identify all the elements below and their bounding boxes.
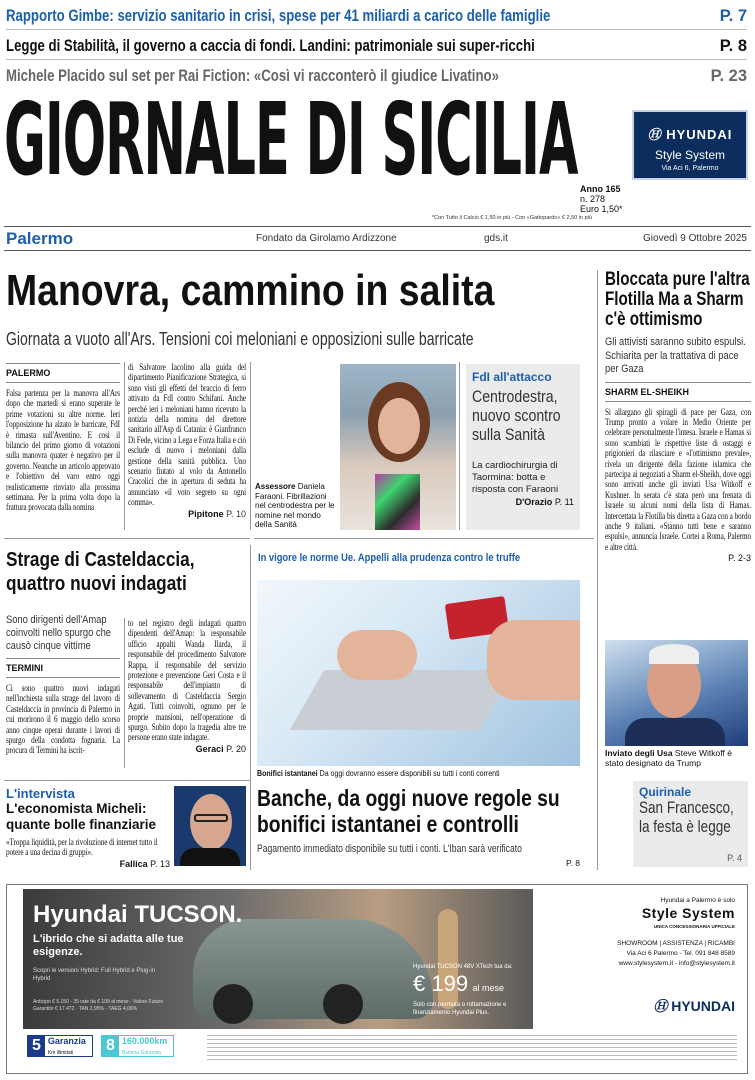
- article-text: di Salvatore Iacolino alla guida del dipartimento Pianificazione Strategica, si sono visti gli effetti del braccio di ferro attivato da FdI contro Schifani. Anche perché ieri i meloniani hanno ricevuto la notizia della nomina del direttore sanitario all'Asp di Catania: è Gianfranco Di Fede, vicino a Lega e Forza Italia e ciò esclude di nuovo i meloniani dalla gestione della sanità pubblica. Uno scenario fiutato al volo da Antonello Cracolici che in apertura di seduta ha annunciato «il voto segreto su ogni comma».: [128, 362, 246, 508]
- flotilla-headline: Bloccata pure l'altra Flotilla Ma a Sharm c'è ottimismo: [605, 269, 750, 330]
- ad-tagline: L'ibrido che si adatta alle tue esigenze.: [33, 933, 184, 958]
- banche-headline[interactable]: Banche, da oggi nuove regole su bonifici istantanei e controlli: [257, 785, 560, 837]
- headline-text: Michele Placido sul set per Rai Fiction: «Così vi racconterò il giudice Livatino»: [6, 67, 499, 85]
- ad-dealer-block: Hyundai a Palermo è solo Style System UNICA CONCESSIONARIA UFFICIALE SHOWROOM | ASSISTENZA | RICAMBI Via Aci 6 Palermo - Tel. 091 848 8589 www.stylesystem.it - info@stylesystem.it Ⓗ HYUNDAI: [617, 897, 735, 1014]
- box-headline: San Francesco, la festa è legge: [639, 799, 734, 836]
- intervista-headline: L'economista Micheli: quante bolle finanziarie: [6, 801, 157, 832]
- article-text: «Troppa liquidità, per la rivoluzione di internet tutto il potere a una decina di gruppi».: [6, 837, 158, 858]
- strage-col-1: [6, 614, 120, 756]
- page-ref: P. 4: [727, 853, 742, 863]
- ad-brand: HYUNDAI: [666, 127, 733, 142]
- photo-daniela-faraoni: [340, 364, 456, 530]
- issue-info: Anno 165 n. 278 Euro 1,50*: [580, 184, 623, 214]
- article-text: Si allargano gli spiragli di pace per Gaza, con Trump pronto a volare in Medio Oriente per celebrare personalmente l'intesa. Israele e Hamas si sono scambiati le rispettive liste di ostaggi e prigionieri da rilasciare e «l'ottimismo prevale», rivela un dirigente della fazione islamica che partecipa ai negoziati a Sharm el-Sheikh, dove oggi sono arrivati anche gli inviati Usa Witkoff e Kushner. In serata c'è stata però una frenata di Israele su alcuni nomi della lista di Hamas. Intercettata la Flotilla bis diretta a Gaza con a bordo anche 9 italiani. «Stanno tutti bene e saranno espulsi», annuncia Israele. Cortei a Roma, Palermo e altre città.: [605, 406, 751, 552]
- masthead-logo: GIORNALE DI SICILIA: [4, 81, 578, 198]
- ad-warranty: 5 Garanzia Km illimitati 8 160.000km Batteria Garantita: [27, 1035, 174, 1057]
- strage-headline[interactable]: Strage di Casteldaccia, quattro nuovi indagati: [6, 548, 195, 595]
- dateline: TERMINI: [6, 658, 120, 678]
- ad-title: Hyundai TUCSON.: [33, 901, 243, 928]
- bottom-ad-hyundai[interactable]: [6, 884, 748, 1074]
- box-headline: Centrodestra, nuovo scontro sulla Sanità: [472, 387, 561, 444]
- page-ref: P. 8: [719, 37, 747, 55]
- headline-text: Rapporto Gimbe: servizio sanitario in crisi, spese per 41 miliardi a carico delle famiglie: [6, 7, 551, 25]
- top-headline-1[interactable]: [6, 2, 747, 30]
- banche-subhead: Pagamento immediato disponibile su tutti i conti. L'Iban sarà verificato: [257, 843, 522, 855]
- price-note: *Con Tutto il Calcio € 1,50 in più - Con «Gattopardo» € 2,50 in più: [432, 215, 592, 221]
- fdi-box[interactable]: [466, 364, 580, 530]
- flotilla-subhead: Gli attivisti saranno subito espulsi. Schiarita per la trattativa di pace per Gaza: [605, 336, 746, 375]
- banche-photo-caption: Bonifici istantanei Da oggi dovranno essere disponibili su tutti i conti correnti: [257, 769, 500, 778]
- page-ref: P. 23: [710, 67, 747, 85]
- flotilla-article[interactable]: [605, 270, 751, 564]
- ad-fine-print: [207, 1035, 737, 1063]
- page-ref: P. 2-3: [728, 553, 751, 564]
- photo-micheli: [174, 786, 246, 866]
- strage-col-2: [128, 618, 246, 755]
- lead-col-1: [6, 358, 120, 513]
- lead-headline[interactable]: Manovra, cammino in salita: [6, 266, 495, 315]
- photo-caption-witkoff: Inviato degli Usa Steve Witkoff è stato designato da Trump: [605, 748, 732, 768]
- page-ref: P. 8: [566, 858, 581, 868]
- quirinale-box[interactable]: [633, 781, 748, 867]
- kicker: Quirinale: [639, 785, 692, 799]
- article-text: Falsa partenza per la manovra all'Ars dopo che martedì si erano superate le prime votazioni su altre norme. Ieri l'opposizione ha alzato le barricate, FdI è rimasta sull'Aventino. E così il bilancio del primo giorno di votazioni sulla manovra quater è negativo per il governo. Neanche un articolo approvato e l'obiettivo del varo entro oggi realisticamente rinviato alla prossima settimana. Per la prima volta dopo la frattura provocata dalla nomina: [6, 388, 120, 513]
- lead-col-2: [128, 362, 246, 520]
- box-text: La cardiochirurgia di Taormina: botta e risposta con Faraoni: [472, 460, 559, 495]
- byline: Geraci P. 20: [195, 743, 246, 754]
- byline: Pipitone P. 10: [188, 508, 246, 519]
- ad-sub: Scopri le versioni Hybrid: Full Hybrid e Plug-in Hybrid: [33, 968, 156, 982]
- banche-kicker: In vigore le norme Ue. Appelli alla prudenza contro le truffe: [258, 552, 521, 564]
- website-link[interactable]: gds.it: [484, 233, 508, 244]
- article-text: to nel registro degli indagati quattro dipendenti dell'Amap: la responsabile ufficio appalti Wanda Ilarda, il responsabile del procedimento Salvatore Rappa, il responsabile del servizio protezione e prevenzione Geri Costa e il responsabile dell'impianto di sollevamento di Casteldaccia Sergio Agati. Tutti coinvolti, ognuno per le proprie mansioni, nell'operazione di spurgo. Subito dopo la tragedia altre tre persone erano state indagate.: [128, 618, 246, 743]
- top-headline-2[interactable]: [6, 32, 747, 60]
- founder-line: Fondato da Girolamo Ardizzone: [256, 233, 397, 244]
- edition-label: Palermo: [6, 229, 74, 248]
- page-ref: P. 7: [719, 7, 747, 25]
- strage-subhead: Sono dirigenti dell'Amap coinvolti nello spurgo che causò cinque vittime: [6, 614, 112, 652]
- ad-dealer: Style System: [654, 148, 726, 162]
- hyundai-logo-icon: Ⓗ: [653, 998, 672, 1014]
- ad-price-block: Hyundai TUCSON 48V XTech tua da: € 199 al mese Solo con permuta o rottamazione e finanziamento Hyundai Plus.: [413, 964, 513, 1016]
- issue-date: Giovedì 9 Ottobre 2025: [643, 233, 747, 244]
- photo-steve-witkoff: [605, 640, 748, 746]
- photo-caption-faraoni: Assessore Daniela Faraoni. Fibrillazioni nel centrodestra per le nomine nel mondo della Sanità: [255, 482, 335, 529]
- headline-text: Legge di Stabilità, il governo a caccia di fondi. Landini: patrimoniale sui super-ricchi: [6, 37, 535, 55]
- ad-address: Via Aci 6, Palermo: [661, 165, 719, 172]
- lead-subhead: Giornata a vuoto all'Ars. Tensioni coi meloniani e opposizioni sulle barricate: [6, 329, 474, 349]
- dateline: SHARM EL-SHEIKH: [605, 382, 751, 402]
- ad-offer-small: Anticipo € 5.150 - 35 rate da € 199 al mese · Valore Futuro Garantito € 17.472 · TAN 2,95% - TAEG 4,06%: [33, 999, 163, 1012]
- ad-image: [23, 889, 533, 1029]
- kicker: FdI all'attacco: [472, 370, 552, 384]
- photo-laptop-card: [257, 580, 580, 766]
- hyundai-logo-icon: Ⓗ: [647, 127, 667, 142]
- byline: D'Orazio P. 11: [515, 497, 574, 507]
- article-text: Ci sono quattro nuovi indagati nell'inchiesta sulla strage del lavoro di Casteldaccia in provincia di Palermo in cui morirono il 6 maggio dello scorso anno cinque operai durante i lavori di spurgo della condotta fognaria. La procura di Termini ha iscrit-: [6, 683, 120, 756]
- top-ad-hyundai[interactable]: [632, 110, 748, 180]
- dateline: PALERMO: [6, 363, 120, 383]
- kicker: L'intervista: [6, 786, 75, 801]
- intervista-article[interactable]: [6, 786, 170, 870]
- byline: Fallica P. 13: [119, 858, 170, 869]
